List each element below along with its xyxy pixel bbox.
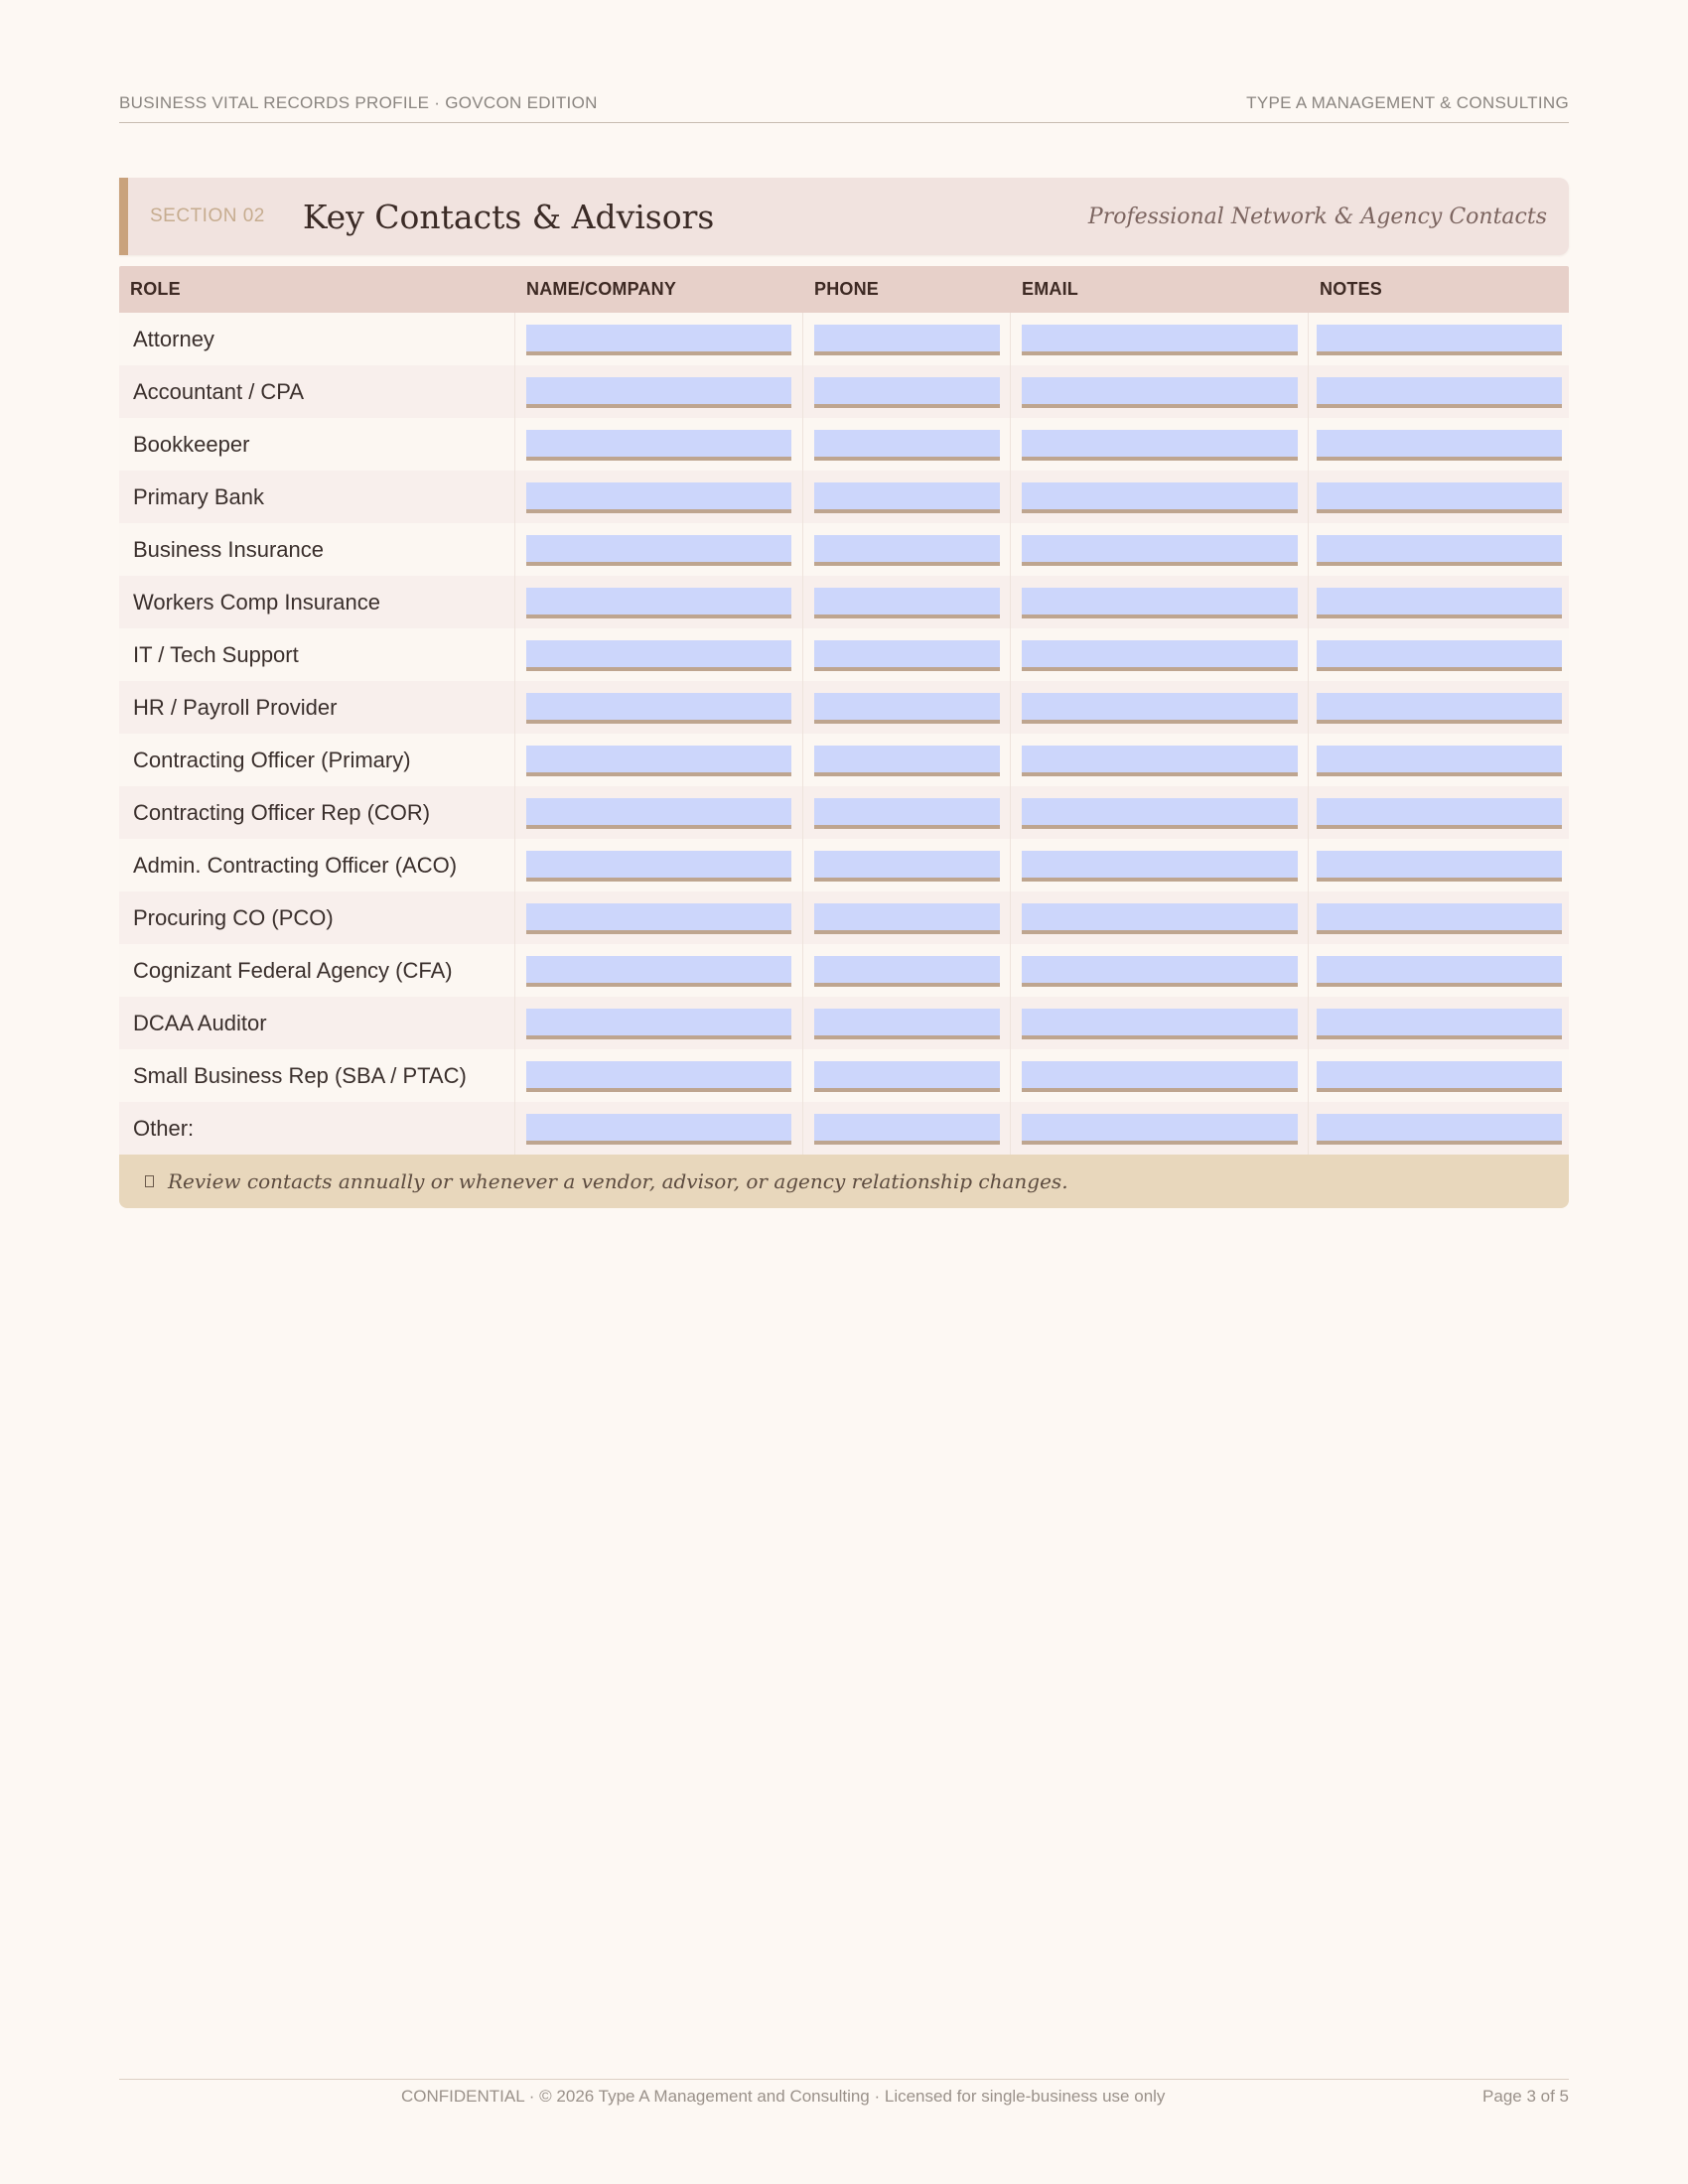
- table-row: [119, 1049, 1569, 1102]
- notes-field[interactable]: [1317, 588, 1562, 618]
- column-header-phone: PHONE: [814, 279, 880, 299]
- notes-cell: [1309, 1049, 1569, 1102]
- contacts-table: [119, 266, 1569, 1155]
- name-cell: [515, 839, 803, 891]
- name-field[interactable]: [526, 588, 791, 618]
- notes-cell: [1309, 891, 1569, 944]
- name-cell: [515, 1049, 803, 1102]
- role-label: Contracting Officer (Primary): [119, 734, 515, 786]
- phone-field[interactable]: [814, 851, 1000, 882]
- notes-field[interactable]: [1317, 1061, 1562, 1092]
- email-field[interactable]: [1022, 482, 1298, 513]
- email-cell: [1011, 891, 1309, 944]
- role-label: Admin. Contracting Officer (ACO): [119, 839, 515, 891]
- running-header: [119, 87, 1569, 123]
- role-label: Workers Comp Insurance: [119, 576, 515, 628]
- email-cell: [1011, 313, 1309, 365]
- email-cell: [1011, 523, 1309, 576]
- phone-field[interactable]: [814, 798, 1000, 829]
- phone-field[interactable]: [814, 482, 1000, 513]
- table-row: [119, 1102, 1569, 1155]
- name-field[interactable]: [526, 1061, 791, 1092]
- name-cell: [515, 1102, 803, 1155]
- role-label: Accountant / CPA: [119, 365, 515, 418]
- name-field[interactable]: [526, 903, 791, 934]
- phone-field[interactable]: [814, 1114, 1000, 1145]
- notes-field[interactable]: [1317, 640, 1562, 671]
- phone-field[interactable]: [814, 1009, 1000, 1039]
- notes-field[interactable]: [1317, 693, 1562, 724]
- name-cell: [515, 365, 803, 418]
- notes-cell: [1309, 471, 1569, 523]
- email-cell: [1011, 681, 1309, 734]
- notes-cell: [1309, 628, 1569, 681]
- section-accent-bar: [119, 178, 128, 255]
- email-field[interactable]: [1022, 325, 1298, 355]
- name-field[interactable]: [526, 746, 791, 776]
- name-field[interactable]: [526, 798, 791, 829]
- email-field[interactable]: [1022, 640, 1298, 671]
- phone-cell: [803, 576, 1011, 628]
- table-header: [119, 266, 1569, 313]
- notes-field[interactable]: [1317, 746, 1562, 776]
- phone-field[interactable]: [814, 746, 1000, 776]
- email-cell: [1011, 1102, 1309, 1155]
- table-row: [119, 365, 1569, 418]
- section-number: SECTION 02: [150, 205, 265, 226]
- name-cell: [515, 944, 803, 997]
- table-row: [119, 891, 1569, 944]
- role-label: HR / Payroll Provider: [119, 681, 515, 734]
- role-label: Contracting Officer Rep (COR): [119, 786, 515, 839]
- phone-field[interactable]: [814, 1061, 1000, 1092]
- email-cell: [1011, 365, 1309, 418]
- notes-field[interactable]: [1317, 1009, 1562, 1039]
- table-row: [119, 418, 1569, 471]
- email-cell: [1011, 418, 1309, 471]
- notes-cell: [1309, 944, 1569, 997]
- phone-cell: [803, 313, 1011, 365]
- name-cell: [515, 471, 803, 523]
- email-field[interactable]: [1022, 956, 1298, 987]
- notes-field[interactable]: [1317, 903, 1562, 934]
- phone-cell: [803, 1102, 1011, 1155]
- table-row: [119, 471, 1569, 523]
- table-row: [119, 628, 1569, 681]
- notes-cell: [1309, 576, 1569, 628]
- table-row: [119, 839, 1569, 891]
- name-cell: [515, 523, 803, 576]
- email-cell: [1011, 997, 1309, 1049]
- email-field[interactable]: [1022, 535, 1298, 566]
- name-cell: [515, 628, 803, 681]
- name-cell: [515, 681, 803, 734]
- phone-field[interactable]: [814, 640, 1000, 671]
- email-cell: [1011, 576, 1309, 628]
- email-field[interactable]: [1022, 798, 1298, 829]
- column-header-notes: NOTES: [1320, 279, 1383, 299]
- name-field[interactable]: [526, 956, 791, 987]
- page-footer: [119, 2079, 1569, 2118]
- notes-field[interactable]: [1317, 798, 1562, 829]
- name-field[interactable]: [526, 640, 791, 671]
- notes-cell: [1309, 681, 1569, 734]
- phone-cell: [803, 471, 1011, 523]
- phone-cell: [803, 523, 1011, 576]
- table-row: [119, 681, 1569, 734]
- email-cell: [1011, 628, 1309, 681]
- phone-field[interactable]: [814, 956, 1000, 987]
- notes-cell: [1309, 523, 1569, 576]
- table-body: [119, 313, 1569, 1155]
- email-field[interactable]: [1022, 746, 1298, 776]
- email-field[interactable]: [1022, 1009, 1298, 1039]
- role-label: Small Business Rep (SBA / PTAC): [119, 1049, 515, 1102]
- phone-cell: [803, 997, 1011, 1049]
- email-cell: [1011, 1049, 1309, 1102]
- name-field[interactable]: [526, 430, 791, 461]
- column-header-email: EMAIL: [1022, 279, 1078, 299]
- section-title: Key Contacts & Advisors: [302, 197, 715, 236]
- column-header-role: ROLE: [130, 279, 181, 299]
- notes-field[interactable]: [1317, 1114, 1562, 1145]
- phone-field[interactable]: [814, 377, 1000, 408]
- notes-cell: [1309, 418, 1569, 471]
- name-field[interactable]: [526, 851, 791, 882]
- phone-field[interactable]: [814, 535, 1000, 566]
- column-header-name: NAME/COMPANY: [526, 279, 677, 299]
- role-label: Bookkeeper: [119, 418, 515, 471]
- notes-field[interactable]: [1317, 482, 1562, 513]
- role-label: IT / Tech Support: [119, 628, 515, 681]
- company-name: TYPE A MANAGEMENT & CONSULTING: [1246, 92, 1569, 112]
- email-field[interactable]: [1022, 903, 1298, 934]
- phone-field[interactable]: [814, 693, 1000, 724]
- name-field[interactable]: [526, 535, 791, 566]
- email-field[interactable]: [1022, 430, 1298, 461]
- table-row: [119, 944, 1569, 997]
- table-row: [119, 786, 1569, 839]
- email-field[interactable]: [1022, 377, 1298, 408]
- email-field[interactable]: [1022, 1114, 1298, 1145]
- phone-cell: [803, 786, 1011, 839]
- email-cell: [1011, 734, 1309, 786]
- name-field[interactable]: [526, 693, 791, 724]
- note-text: Review contacts annually or whenever a vendor, advisor, or agency relationship changes.: [168, 1169, 1068, 1193]
- notes-field[interactable]: [1317, 430, 1562, 461]
- email-cell: [1011, 839, 1309, 891]
- table-row: [119, 997, 1569, 1049]
- phone-cell: [803, 891, 1011, 944]
- email-cell: [1011, 471, 1309, 523]
- email-field[interactable]: [1022, 1061, 1298, 1092]
- page-number: Page 3 of 5: [1482, 2087, 1569, 2106]
- notes-cell: [1309, 365, 1569, 418]
- role-label: Business Insurance: [119, 523, 515, 576]
- name-cell: [515, 734, 803, 786]
- email-field[interactable]: [1022, 693, 1298, 724]
- name-field[interactable]: [526, 377, 791, 408]
- role-label: DCAA Auditor: [119, 997, 515, 1049]
- role-label: Attorney: [119, 313, 515, 365]
- table-row: [119, 523, 1569, 576]
- phone-cell: [803, 365, 1011, 418]
- section-subtitle: Professional Network & Agency Contacts: [1087, 204, 1547, 229]
- email-field[interactable]: [1022, 851, 1298, 882]
- notes-cell: [1309, 786, 1569, 839]
- email-field[interactable]: [1022, 588, 1298, 618]
- name-cell: [515, 576, 803, 628]
- role-label: Primary Bank: [119, 471, 515, 523]
- role-label: Procuring CO (PCO): [119, 891, 515, 944]
- phone-cell: [803, 944, 1011, 997]
- notes-cell: [1309, 997, 1569, 1049]
- notes-cell: [1309, 839, 1569, 891]
- name-cell: [515, 418, 803, 471]
- role-label: Cognizant Federal Agency (CFA): [119, 944, 515, 997]
- document-title: BUSINESS VITAL RECORDS PROFILE · GOVCON EDITION: [119, 92, 598, 112]
- notes-field[interactable]: [1317, 377, 1562, 408]
- name-field[interactable]: [526, 1009, 791, 1039]
- phone-cell: [803, 681, 1011, 734]
- notes-field[interactable]: [1317, 851, 1562, 882]
- phone-cell: [803, 418, 1011, 471]
- phone-field[interactable]: [814, 903, 1000, 934]
- notes-field[interactable]: [1317, 535, 1562, 566]
- table-row: [119, 576, 1569, 628]
- name-cell: [515, 313, 803, 365]
- name-field[interactable]: [526, 1114, 791, 1145]
- review-note: [119, 1155, 1569, 1208]
- notes-cell: [1309, 313, 1569, 365]
- phone-cell: [803, 628, 1011, 681]
- section-header: [119, 178, 1569, 255]
- table-row: [119, 734, 1569, 786]
- phone-cell: [803, 734, 1011, 786]
- phone-cell: [803, 839, 1011, 891]
- name-cell: [515, 786, 803, 839]
- name-cell: [515, 997, 803, 1049]
- notes-cell: [1309, 734, 1569, 786]
- role-label: Other:: [119, 1102, 515, 1155]
- phone-cell: [803, 1049, 1011, 1102]
- notes-field[interactable]: [1317, 325, 1562, 355]
- notes-cell: [1309, 1102, 1569, 1155]
- email-cell: [1011, 786, 1309, 839]
- phone-field[interactable]: [814, 325, 1000, 355]
- checkbox-icon: [145, 1175, 154, 1187]
- name-cell: [515, 891, 803, 944]
- table-row: [119, 313, 1569, 365]
- footer-copyright: CONFIDENTIAL · © 2026 Type A Management and Consulting · Licensed for single-business use only: [401, 2087, 1166, 2106]
- name-field[interactable]: [526, 325, 791, 355]
- notes-field[interactable]: [1317, 956, 1562, 987]
- name-field[interactable]: [526, 482, 791, 513]
- phone-field[interactable]: [814, 588, 1000, 618]
- email-cell: [1011, 944, 1309, 997]
- phone-field[interactable]: [814, 430, 1000, 461]
